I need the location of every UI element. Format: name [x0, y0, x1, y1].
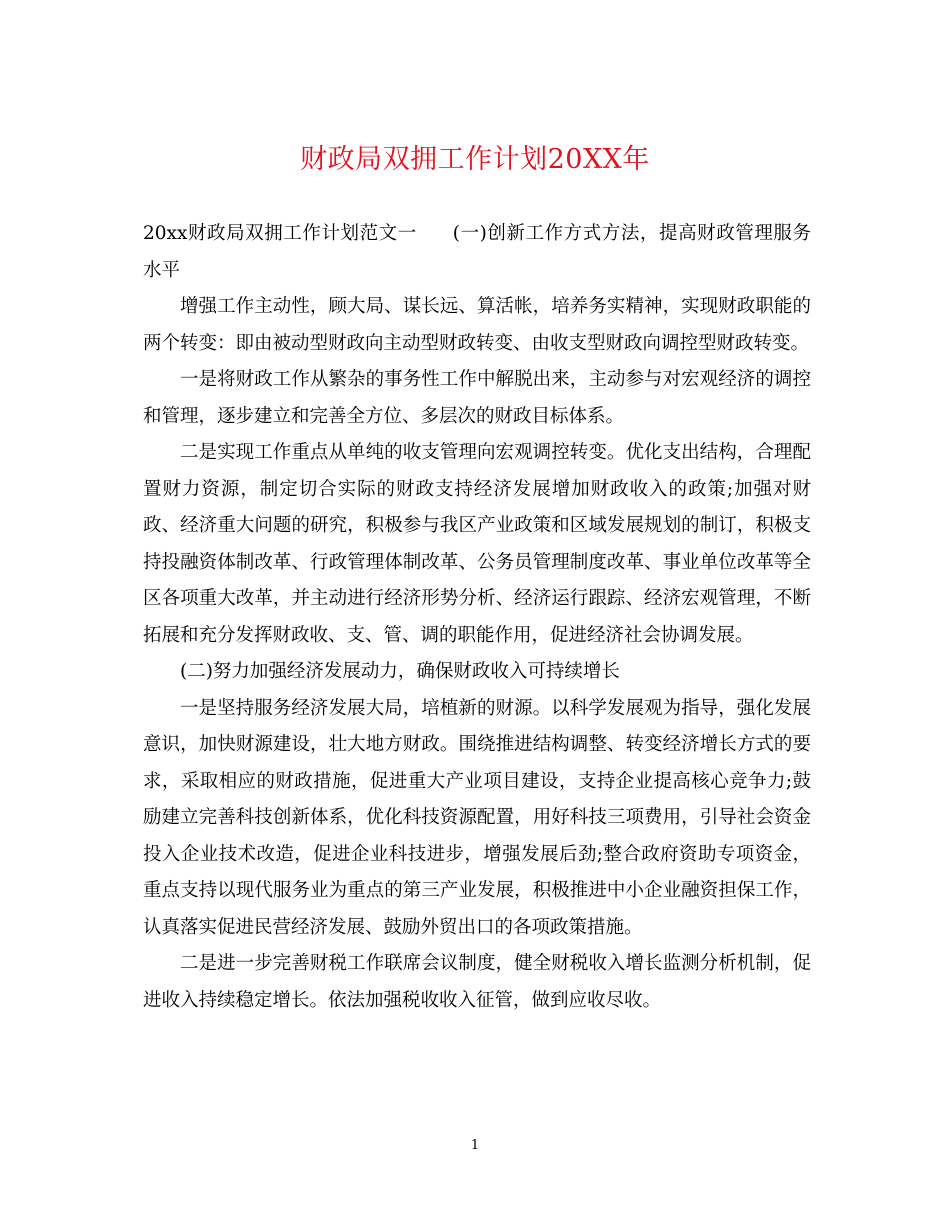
document-body — [143, 216, 811, 1019]
paragraph: 一是将财政工作从繁杂的事务性工作中解脱出来，主动参与对宏观经济的调控和管理，逐步建立和完善全方位、多层次的财政目标体系。 — [143, 369, 811, 427]
intro-line — [143, 216, 811, 289]
intro-label: 20xx财政局双拥工作计划范文一 — [143, 223, 417, 244]
page-number: 1 — [470, 1138, 480, 1153]
document-title: 财政局双拥工作计划20XX年 — [300, 144, 650, 175]
intro-heading: (一)创新工作方式方法，提高财政管理服务水平 — [143, 223, 811, 281]
section-heading: (二)努力加强经济发展动力，确保财政收入可持续增长 — [180, 661, 620, 682]
paragraph: 一是坚持服务经济发展大局，培植新的财源。以科学发展观为指导，强化发展意识，加快财源建设，壮大地方财政。围绕推进结构调整、转变经济增长方式的要求，采取相应的财政措施，促进重大产业项目建设，支持企业提高核心竞争力;鼓励建立完善科技创新体系，优化科技资源配置，用好科技三项费用，引导社会资金投入企业技术改造，促进企业科技进步，增强发展后劲;整合政府资助专项资金，重点支持以现代服务业为重点的第三产业发展，积极推进中小企业融资担保工作，认真落实促进民营经济发展、鼓励外贸出口的各项政策措施。 — [143, 697, 811, 938]
paragraph: 二是实现工作重点从单纯的收支管理向宏观调控转变。优化支出结构，合理配置财力资源，制定切合实际的财政支持经济发展增加财政收入的政策;加强对财政、经济重大问题的研究，积极参与我区产业政策和区域发展规划的制订，积极支持投融资体制改革、行政管理体制改革、公务员管理制度改革、事业单位改革等全区各项重大改革，并主动进行经济形势分析、经济运行跟踪、经济宏观管理，不断拓展和充分发挥财政收、支、管、调的职能作用，促进经济社会协调发展。 — [143, 442, 811, 646]
paragraph: 增强工作主动性，顾大局、谋长远、算活帐，培养务实精神，实现财政职能的两个转变：即由被动型财政向主动型财政转变、由收支型财政向调控型财政转变。 — [143, 296, 811, 354]
paragraph: 二是进一步完善财税工作联席会议制度，健全财税收入增长监测分析机制，促进收入持续稳定增长。依法加强税收收入征管，做到应收尽收。 — [143, 953, 811, 1011]
